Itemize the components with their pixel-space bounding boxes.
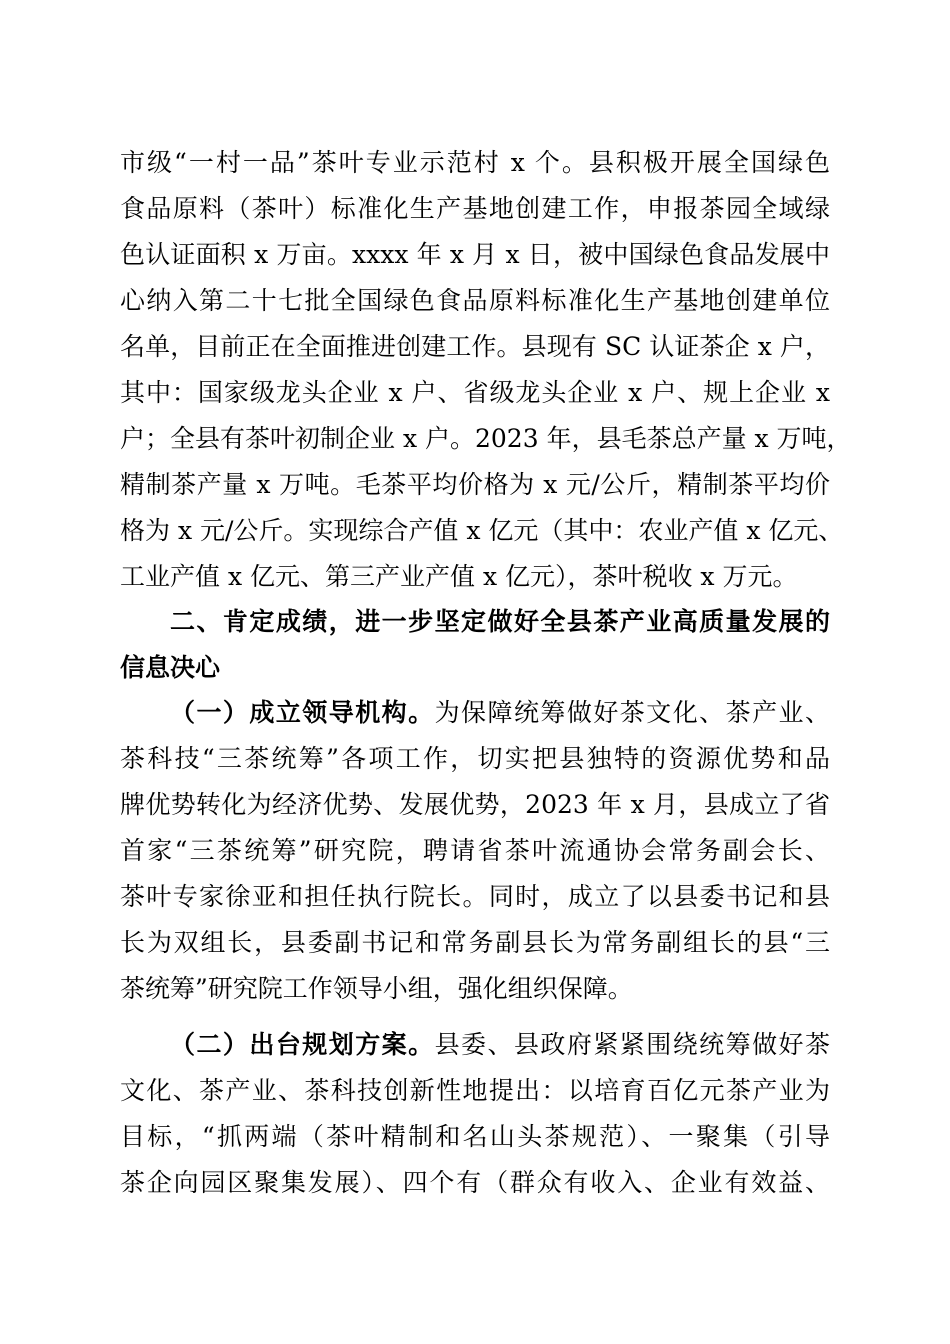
section-heading-continuation: 信息决心: [120, 653, 221, 682]
paragraph-line: 目标，“抓两端（茶叶精制和名山头茶规范）、一聚集（引导: [120, 1122, 830, 1151]
paragraph-line: 格为 x 元/公斤。实现综合产值 x 亿元（其中：农业产值 x 亿元、: [120, 516, 844, 545]
subsection-title: （二）出台规划方案。: [170, 1030, 435, 1059]
paragraph-line: 食品原料（茶叶）标准化生产基地创建工作，申报茶园全域绿: [120, 194, 830, 223]
section-heading: 二、肯定成绩，进一步坚定做好全县茶产业高质量发展的: [170, 607, 830, 636]
paragraph-line: 首家“三茶统筹”研究院，聘请省茶叶流通协会常务副会长、: [120, 836, 830, 865]
paragraph-line: 长为双组长，县委副书记和常务副县长为常务副组长的县“三: [120, 928, 830, 957]
paragraph-line: 色认证面积 x 万亩。xxxx 年 x 月 x 日，被中国绿色食品发展中: [120, 240, 830, 269]
subsection-first-line: [170, 1025, 830, 1065]
paragraph-line: 其中：国家级龙头企业 x 户、省级龙头企业 x 户、规上企业 x: [120, 378, 830, 407]
paragraph-line: 心纳入第二十七批全国绿色食品原料标准化生产基地创建单位: [120, 286, 830, 315]
paragraph-line: 名单，目前正在全面推进创建工作。县现有 SC 认证茶企 x 户，: [120, 332, 830, 361]
paragraph-line: 茶科技“三茶统筹”各项工作，切实把县独特的资源优势和品: [120, 744, 830, 773]
paragraph-line: 精制茶产量 x 万吨。毛茶平均价格为 x 元/公斤，精制茶平均价: [120, 470, 830, 499]
subsection-text: 为保障统筹做好茶文化、茶产业、: [434, 698, 830, 727]
paragraph-line: 市级“一村一品”茶叶专业示范村 x 个。县积极开展全国绿色: [120, 148, 830, 177]
paragraph-line: 工业产值 x 亿元、第三产业产值 x 亿元），茶叶税收 x 万元。: [120, 562, 798, 591]
paragraph-line: 茶统筹”研究院工作领导小组，强化组织保障。: [120, 974, 633, 1003]
subsection-first-line: [170, 693, 830, 733]
paragraph-line: 户；全县有茶叶初制企业 x 户。2023 年，县毛茶总产量 x 万吨，: [120, 424, 852, 453]
paragraph-line: 茶叶专家徐亚和担任执行院长。同时，成立了以县委书记和县: [120, 882, 830, 911]
subsection-title: （一）成立领导机构。: [170, 698, 435, 727]
paragraph-line: 牌优势转化为经济优势、发展优势，2023 年 x 月，县成立了省: [120, 790, 830, 819]
paragraph-line: 茶企向园区聚集发展）、四个有（群众有收入、企业有效益、: [120, 1168, 830, 1197]
paragraph-line: 文化、茶产业、茶科技创新性地提出：以培育百亿元茶产业为: [120, 1076, 830, 1105]
subsection-text: 县委、县政府紧紧围绕统筹做好茶: [434, 1030, 830, 1059]
